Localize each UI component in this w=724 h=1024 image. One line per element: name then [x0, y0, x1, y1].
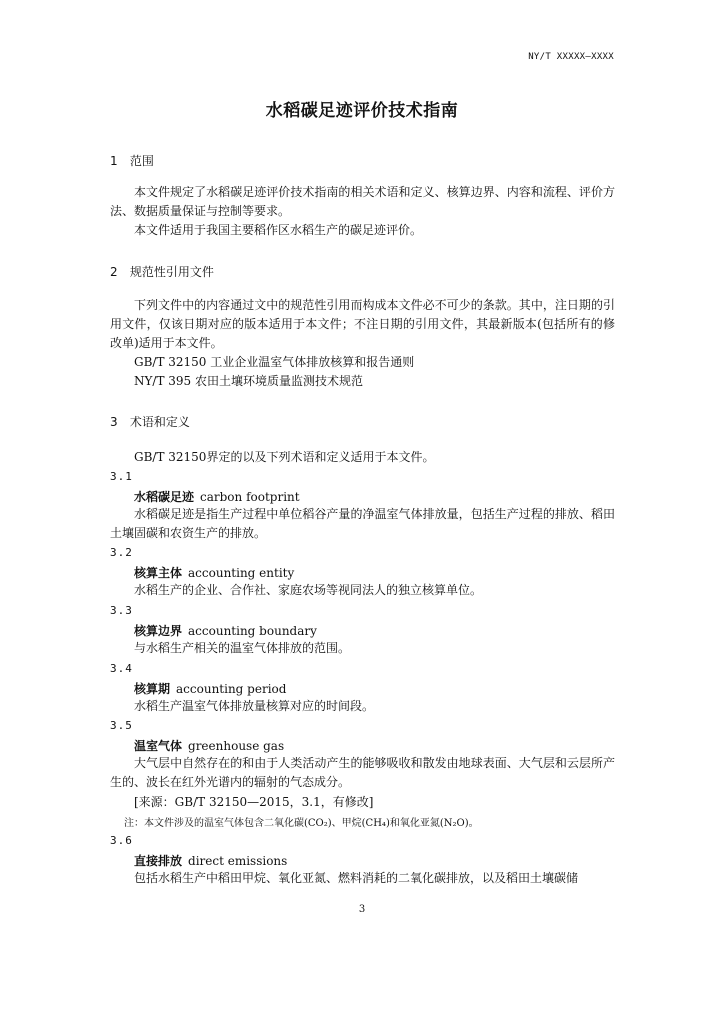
page-number: 3	[358, 904, 366, 915]
clause-number: 3.3	[110, 604, 133, 617]
section-3-heading	[110, 413, 190, 430]
term-en: accounting period	[176, 682, 287, 696]
term-title	[134, 680, 286, 697]
section-2-heading	[110, 263, 214, 280]
standard-code: NY/T XXXXX—XXXX	[528, 52, 614, 62]
clause-number: 3.1	[110, 470, 133, 483]
normative-reference-2: NY/T 395 农田土壤环境质量监测技术规范	[134, 374, 364, 388]
section-number: 2	[110, 265, 118, 279]
section-number: 1	[110, 154, 118, 168]
section-1-paragraph-2: 本文件适用于我国主要稻作区水稻生产的碳足迹评价。	[134, 223, 423, 237]
term-en: greenhouse gas	[188, 739, 285, 753]
term-en: accounting boundary	[188, 624, 317, 638]
term-title	[134, 622, 317, 639]
section-1-heading	[110, 152, 154, 169]
section-1-paragraph-1: 本文件规定了水稻碳足迹评价技术指南的相关术语和定义、核算边界、内容和流程、评价方法、数据质量保证与控制等要求。	[110, 185, 615, 218]
section-3-intro: GB/T 32150界定的以及下列术语和定义适用于本文件。	[134, 450, 435, 464]
term-definition: 包括水稻生产中稻田甲烷、氧化亚氮、燃料消耗的二氧化碳排放，以及稻田土壤碳储	[134, 871, 579, 885]
term-title	[134, 488, 300, 505]
normative-reference-1: GB/T 32150 工业企业温室气体排放核算和报告通则	[134, 355, 415, 369]
term-source: [来源：GB/T 32150—2015，3.1，有修改]	[134, 795, 374, 809]
term-title	[134, 737, 284, 754]
term-note: 注：本文件涉及的温室气体包含二氧化碳(CO₂)、甲烷(CH₄)和氧化亚氮(N₂O)。	[124, 818, 479, 829]
term-title	[134, 564, 294, 581]
term-zh: 温室气体	[134, 739, 183, 753]
section-title: 范围	[129, 154, 154, 168]
term-definition: 与水稻生产相关的温室气体排放的范围。	[134, 641, 351, 655]
clause-number: 3.4	[110, 662, 133, 675]
term-en: accounting entity	[188, 566, 295, 580]
term-definition: 水稻生产温室气体排放量核算对应的时间段。	[134, 699, 375, 713]
term-definition: 大气层中自然存在的和由于人类活动产生的能够吸收和散发由地球表面、大气层和云层所产生的、波长在红外光谱内的辐射的气态成分。	[110, 756, 615, 789]
clause-number: 3.6	[110, 834, 133, 847]
term-zh: 核算期	[134, 682, 171, 696]
clause-number: 3.5	[110, 719, 133, 732]
clause-number: 3.2	[110, 546, 133, 559]
term-en: direct emissions	[188, 854, 288, 868]
term-zh: 核算主体	[134, 566, 183, 580]
section-2-paragraph: 下列文件中的内容通过文中的规范性引用而构成本文件必不可少的条款。其中，注日期的引用文件，仅该日期对应的版本适用于本文件；不注日期的引用文件，其最新版本(包括所有的修改单)适用于本文件。	[110, 298, 615, 350]
term-title	[134, 852, 287, 869]
term-zh: 水稻碳足迹	[134, 490, 195, 504]
section-number: 3	[110, 415, 118, 429]
term-definition: 水稻碳足迹是指生产过程中单位稻谷产量的净温室气体排放量，包括生产过程的排放、稻田土壤固碳和农资生产的排放。	[110, 507, 615, 540]
document-title: 水稻碳足迹评价技术指南	[265, 101, 459, 121]
section-title: 术语和定义	[129, 415, 190, 429]
term-definition: 水稻生产的企业、合作社、家庭农场等视同法人的独立核算单位。	[134, 583, 483, 597]
section-title: 规范性引用文件	[129, 265, 214, 279]
term-en: carbon footprint	[200, 490, 300, 504]
term-zh: 直接排放	[134, 854, 183, 868]
term-zh: 核算边界	[134, 624, 183, 638]
